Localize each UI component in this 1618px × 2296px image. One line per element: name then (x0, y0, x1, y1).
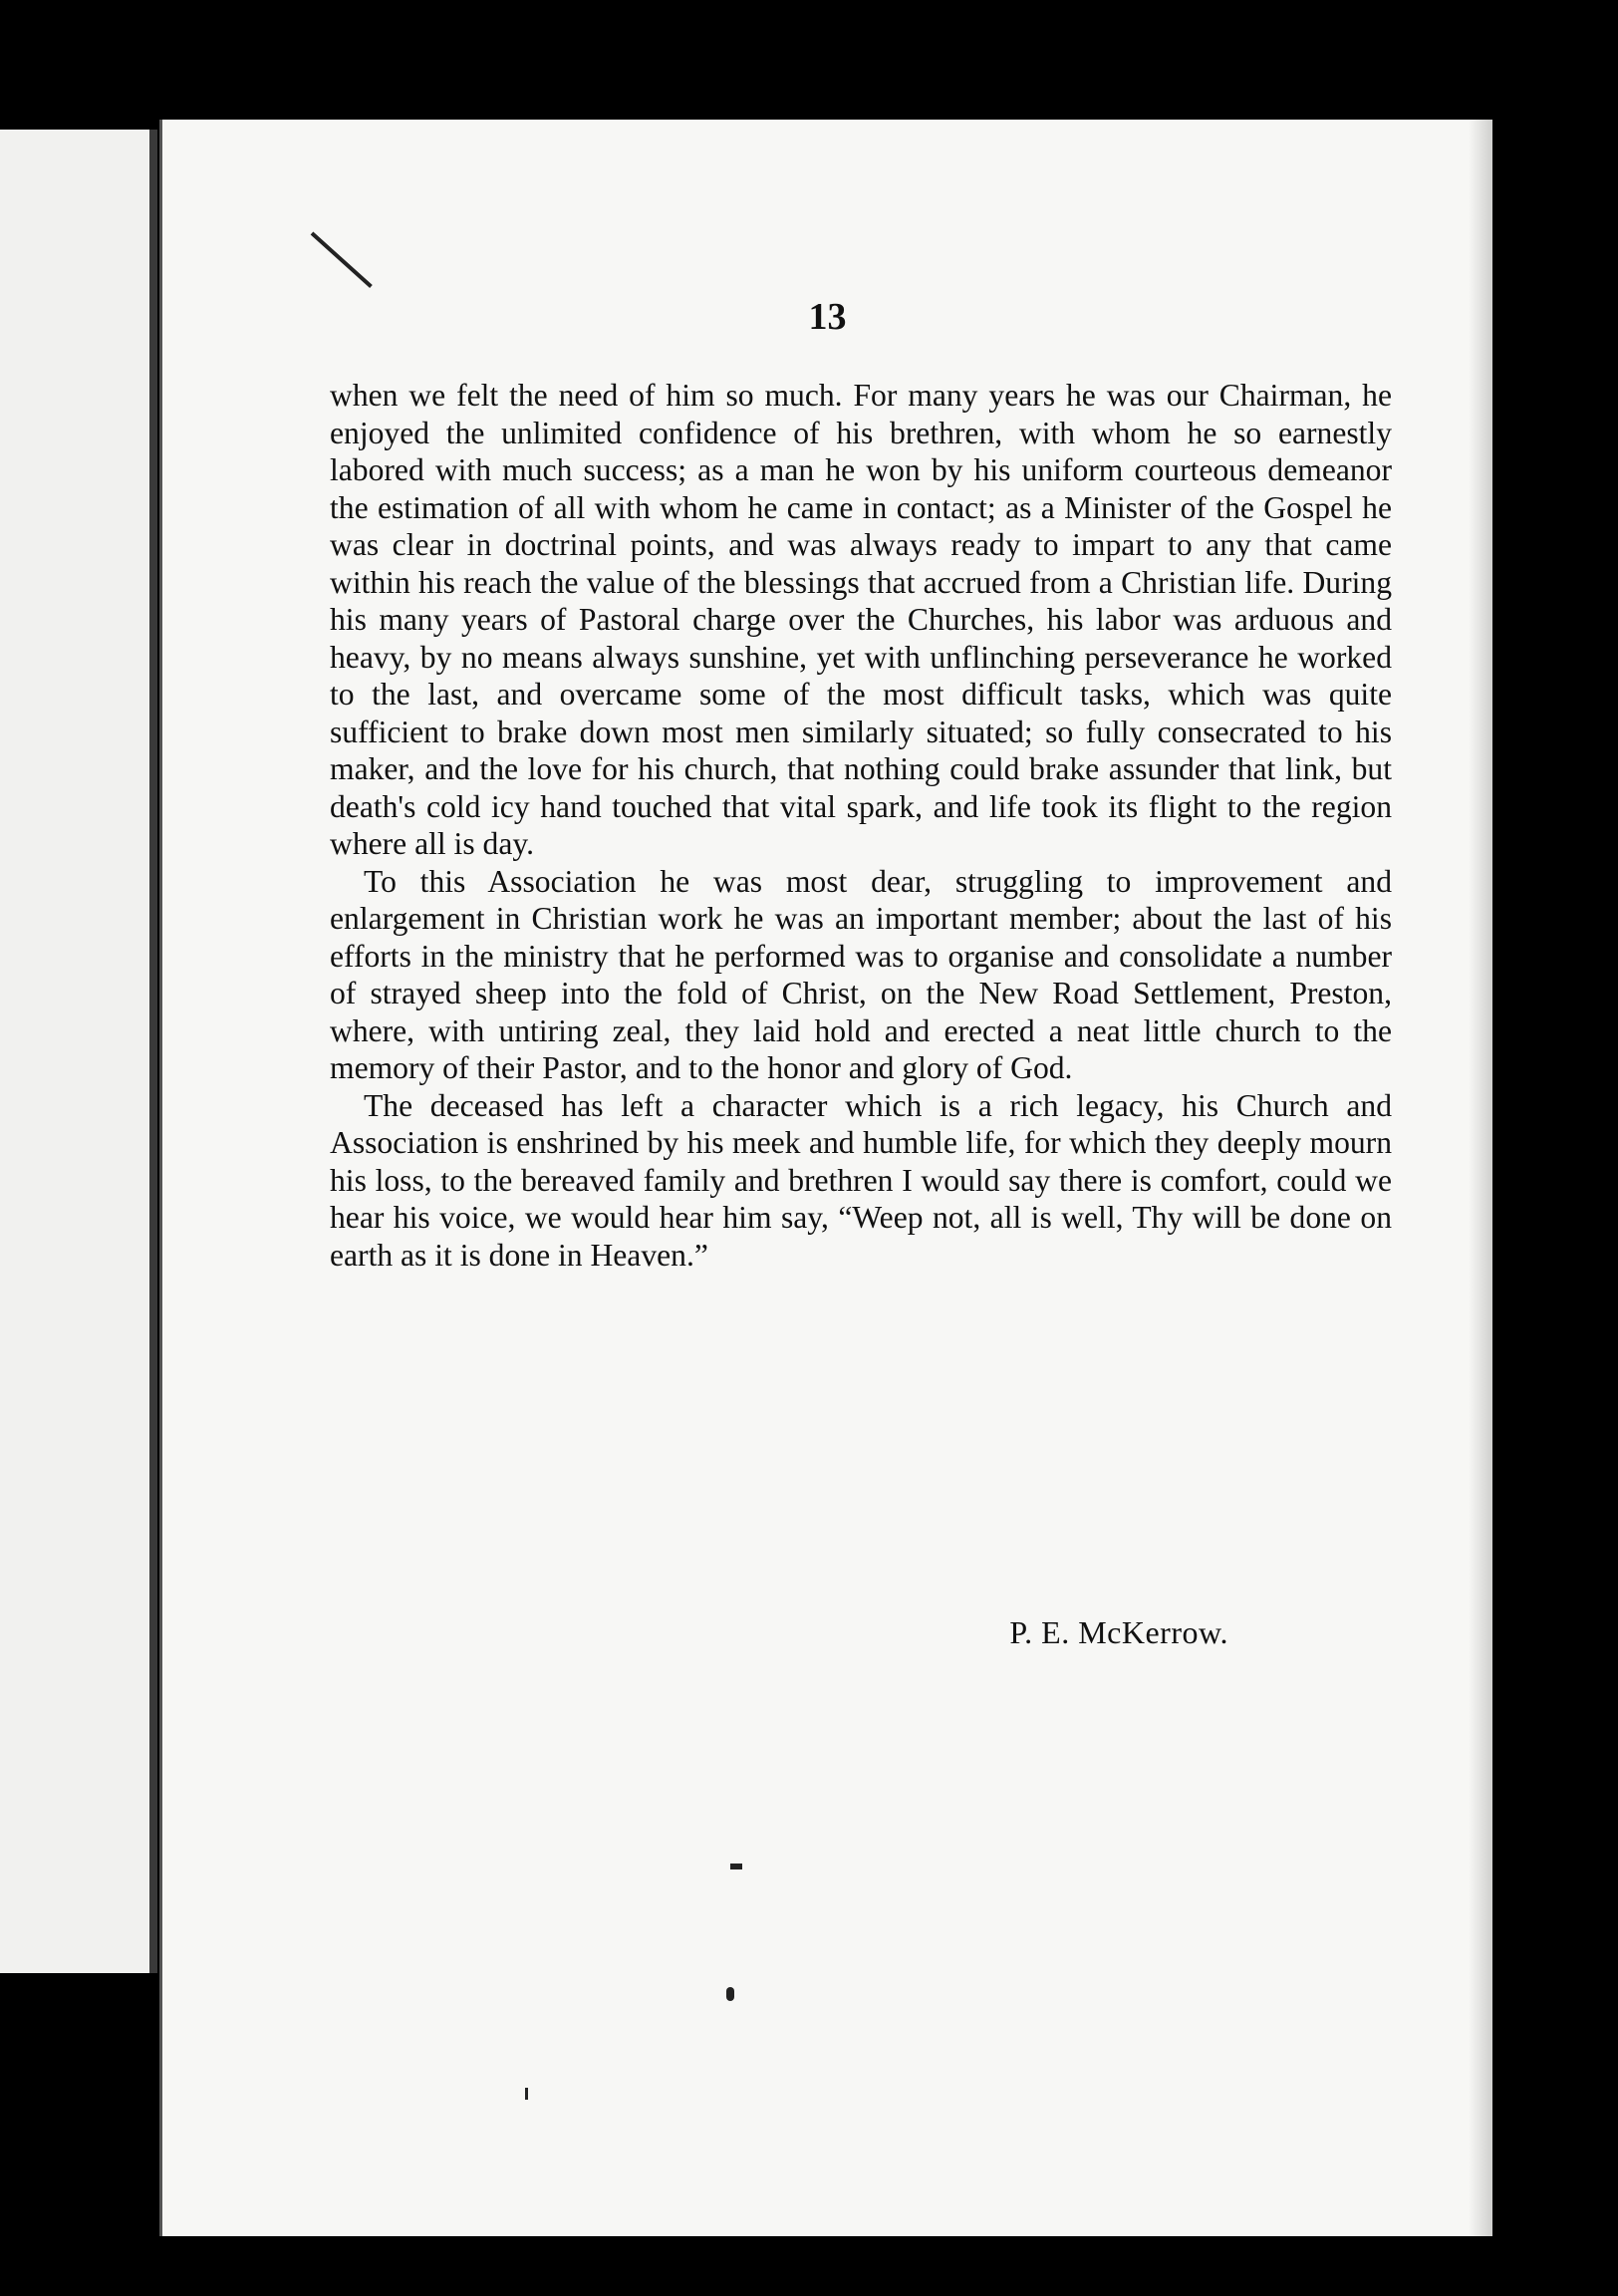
scan-stroke-mark (311, 232, 373, 289)
facing-page (0, 130, 149, 1973)
scan-speck (730, 1864, 742, 1869)
signature: P. E. McKerrow. (1009, 1614, 1228, 1650)
paragraph-2: To this Association he was most dear, struggling to improvement and enlargement in Christian work he was an important member; about the last of his efforts in the ministry that he performed was to organise and consolidate a number of strayed sheep into the fold of Christ, on the New Road Settlement, Preston, where, with untiring zeal, they laid hold and erected a neat little church to the memory of their Pastor, and to the honor and glory of God. (330, 863, 1392, 1085)
page-number: 13 (808, 296, 847, 338)
scan-speck (525, 2088, 528, 2100)
body-text (330, 377, 1392, 1274)
scan-speck (726, 1987, 734, 2001)
page-gutter (149, 130, 157, 1973)
paragraph-1: when we felt the need of him so much. For many years he was our Chairman, he enjoyed the unlimited confidence of his brethren, with whom he so earnestly labored with much success; as a man he won by his uniform courteous demeanor the estimation of all with whom he came in contact; as a Minister of the Gospel he was clear in doctrinal points, and was always ready to impart to any that came within his reach the value of the blessings that accrued from a Christian life. During his many years of Pastoral charge over the Churches, his labor was arduous and heavy, by no means always sunshine, yet with unflinching perseverance he worked to the last, and overcame some of the most difficult tasks, which was quite sufficient to brake down most men similarly situated; so fully consecrated to his maker, and the love for his church, that nothing could brake assunder that link, but death's cold icy hand touched that vital spark, and life took its flight to the region where all is day. (330, 378, 1392, 861)
page-edge-shadow (1469, 120, 1492, 2236)
paragraph-3: The deceased has left a character which is a rich legacy, his Church and Association is enshrined by his meek and humble life, for which they deeply mourn his loss, to the bereaved family and brethren I would say there is comfort, could we hear his voice, we would hear him say, “Weep not, all is well, Thy will be done on earth as it is done in Heaven.” (330, 1087, 1392, 1273)
document-page (159, 120, 1492, 2236)
